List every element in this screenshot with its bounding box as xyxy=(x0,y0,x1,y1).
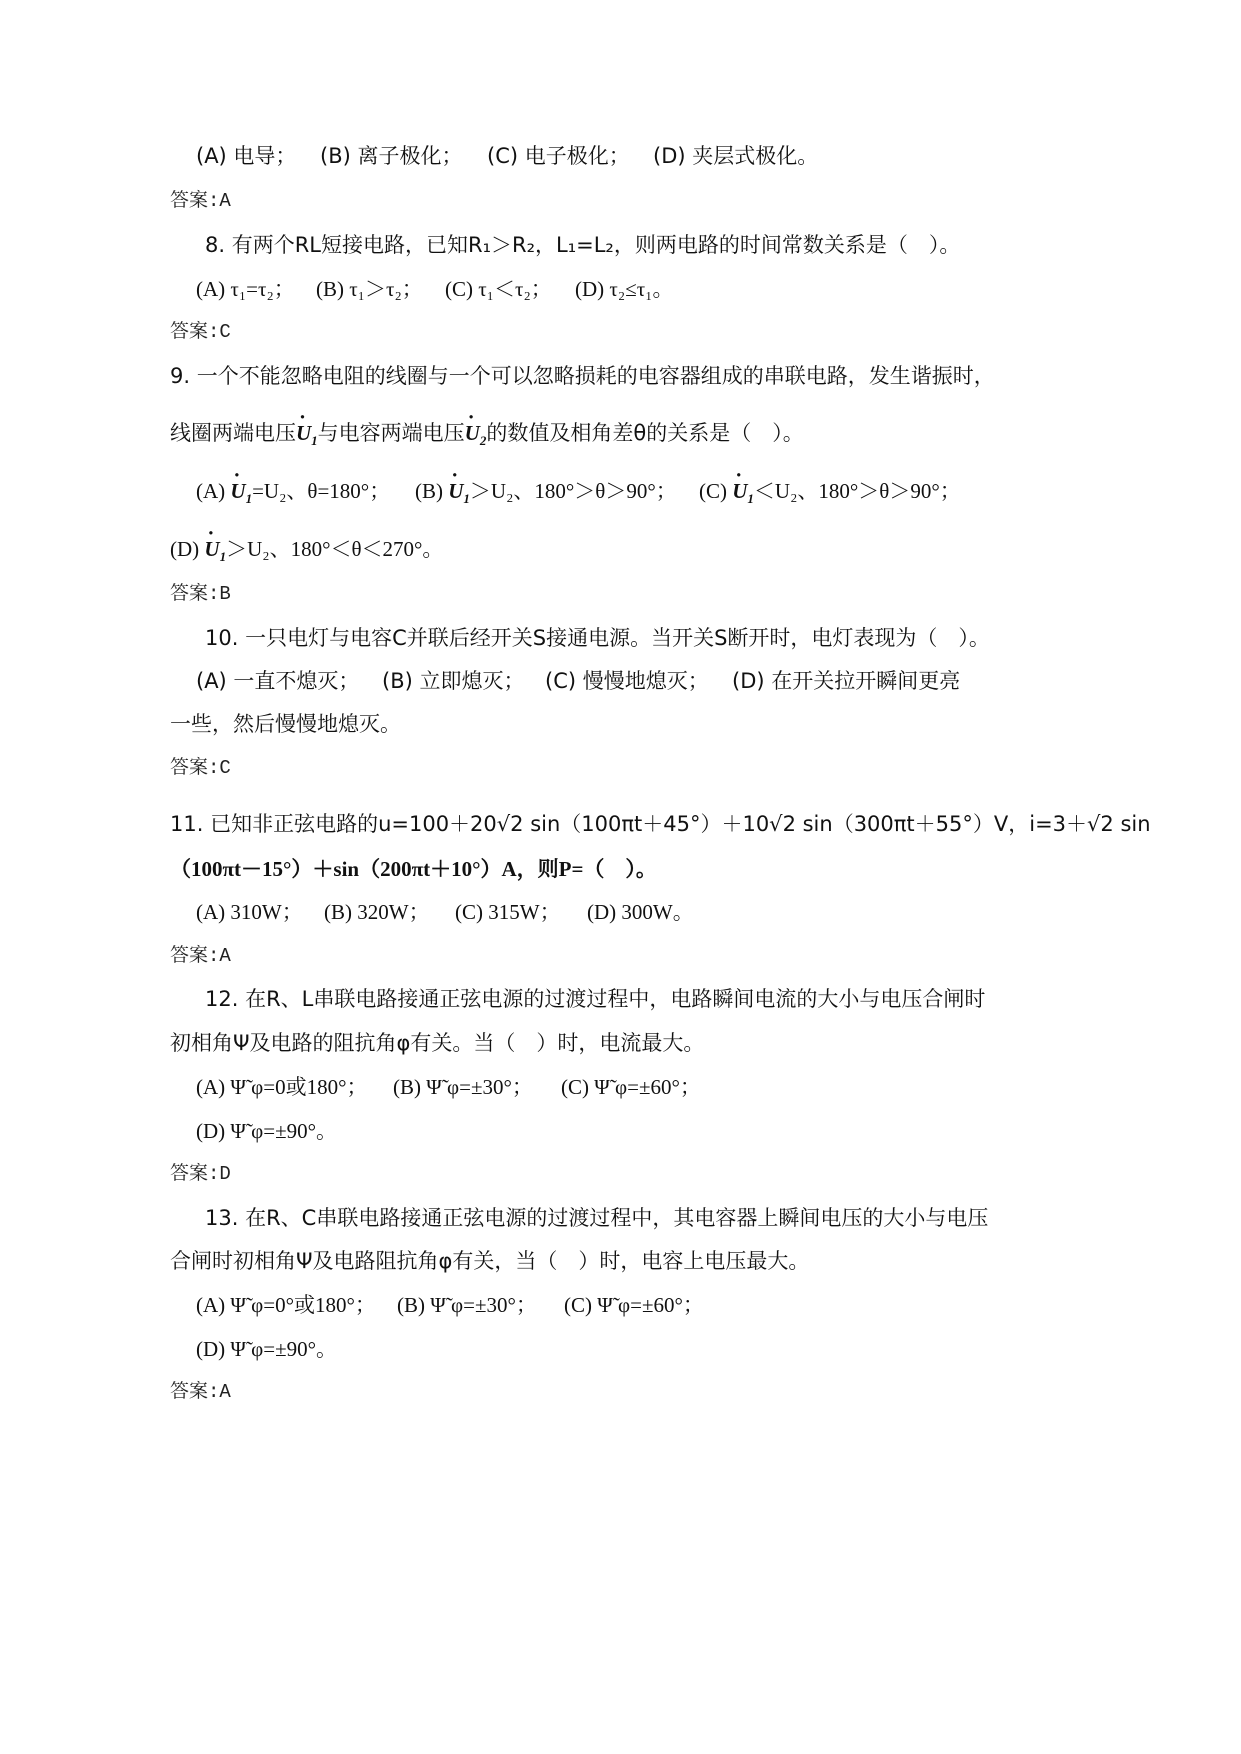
q12-answer: 答案:D xyxy=(170,1163,231,1185)
q9-option-d-text: ＞U₂、180°＜θ＜270°。 xyxy=(226,537,444,561)
q7-option-c: (C) 电子极化； xyxy=(487,144,630,168)
q11-stem-line2: （100πt－15°）＋sin（200πt＋10°）A，则P=（ ）。 xyxy=(170,857,657,881)
q12-stem-line2: 初相角Ψ及电路的阻抗角φ有关。当（ ）时，电流最大。 xyxy=(170,1031,705,1055)
q12-option-d: (D) Ψ̃ φ=±90°。 xyxy=(196,1119,338,1143)
q13-option-c: (C) Ψ̃ φ=±60°； xyxy=(564,1293,704,1317)
q9-stem-line1: 9. 一个不能忽略电阻的线圈与一个可以忽略损耗的电容器组成的串联电路，发生谐振时， xyxy=(170,364,995,388)
q12-option-a: (A) Ψ̃ φ=0或180°； xyxy=(196,1075,368,1099)
q10-option-c: (C) 慢慢地熄灭； xyxy=(545,669,709,693)
q9-option-c-text: ＜U₂、180°＞θ＞90°； xyxy=(753,479,961,503)
q7-option-a: (A) 电导； xyxy=(196,144,297,168)
q8-stem: 8. 有两个RL短接电路，已知R₁＞R₂，L₁=L₂，则两电路的时间常数关系是（ ）。 xyxy=(205,233,961,257)
q7-option-d: (D) 夹层式极化。 xyxy=(653,144,819,168)
q8-option-a: (A) τ₁=τ₂； xyxy=(196,277,295,301)
q11-option-b: (B) 320W； xyxy=(324,900,430,924)
u1-phasor: · $U_1$ xyxy=(230,476,252,514)
q9-stem-part-b: 与电容两端电压 xyxy=(317,421,465,445)
q9-option-b-label: (B) xyxy=(415,479,443,503)
q9-stem-part-a: 线圈两端电压 xyxy=(170,421,296,445)
q11-answer: 答案:A xyxy=(170,945,231,967)
q9-option-d xyxy=(170,534,443,572)
q9-option-b xyxy=(415,476,677,514)
q11-option-c: (C) 315W； xyxy=(455,900,561,924)
q11-option-d: (D) 300W。 xyxy=(587,900,694,924)
q10-stem: 10. 一只电灯与电容C并联后经开关S接通电源。当开关S断开时，电灯表现为（ ）。 xyxy=(205,626,990,650)
q13-answer: 答案:A xyxy=(170,1381,231,1403)
q11-stem-line1: 11. 已知非正弦电路的u=100＋20√2 sin（100πt＋45°）＋10√2 sin（300πt＋55°）V，i=3＋√2 sin xyxy=(170,812,1151,836)
q10-option-d: (D) 在开关拉开瞬间更亮 xyxy=(732,669,961,693)
u1-phasor: · $U_1$ xyxy=(732,476,754,514)
q8-option-d: (D) τ₂≤τ₁。 xyxy=(575,277,674,301)
u1-phasor: · $U_1$ xyxy=(204,534,226,572)
q9-option-a xyxy=(196,476,390,514)
q13-stem-line1: 13. 在R、C串联电路接通正弦电源的过渡过程中，其电容器上瞬间电压的大小与电压 xyxy=(205,1206,989,1230)
q8-option-c: (C) τ₁＜τ₂； xyxy=(445,277,552,301)
q13-option-b: (B) Ψ̃ φ=±30°； xyxy=(397,1293,537,1317)
u1-phasor: · $U_1$ xyxy=(448,476,470,514)
q10-answer: 答案:C xyxy=(170,757,231,779)
q9-option-c xyxy=(699,476,961,514)
q12-stem-line1: 12. 在R、L串联电路接通正弦电源的过渡过程中，电路瞬间电流的大小与电压合闸时 xyxy=(205,987,986,1011)
q9-option-b-text: ＞U₂、180°＞θ＞90°； xyxy=(469,479,677,503)
q13-stem-line2: 合闸时初相角Ψ及电路阻抗角φ有关，当（ ）时，电容上电压最大。 xyxy=(170,1249,810,1273)
q9-answer: 答案:B xyxy=(170,583,231,605)
q10-option-d-continued: 一些，然后慢慢地熄灭。 xyxy=(170,712,401,736)
q13-option-d: (D) Ψ̃ φ=±90°。 xyxy=(196,1337,338,1361)
q10-option-a: (A) 一直不熄灭； xyxy=(196,669,360,693)
q9-option-d-label: (D) xyxy=(170,537,200,561)
q9-stem-part-c: 的数值及相角差θ的关系是（ ）。 xyxy=(486,421,804,445)
q13-option-a: (A) Ψ̃ φ=0°或180°； xyxy=(196,1293,376,1317)
q9-stem-line2 xyxy=(170,418,804,456)
q9-option-a-label: (A) xyxy=(196,479,226,503)
q8-option-b: (B) τ₁＞τ₂； xyxy=(316,277,423,301)
q12-option-b: (B) Ψ̃ φ=±30°； xyxy=(393,1075,533,1099)
q10-option-b: (B) 立即熄灭； xyxy=(382,669,525,693)
q7-answer: 答案:A xyxy=(170,190,231,212)
q8-answer: 答案:C xyxy=(170,321,231,343)
u2-phasor: · $U_2$ xyxy=(465,418,487,456)
q9-option-c-label: (C) xyxy=(699,479,727,503)
u1-phasor: · $U_1$ xyxy=(296,418,318,456)
q11-option-a: (A) 310W； xyxy=(196,900,303,924)
q12-option-c: (C) Ψ̃ φ=±60°； xyxy=(561,1075,701,1099)
q7-option-b: (B) 离子极化； xyxy=(320,144,463,168)
q9-option-a-text: =U₂、θ=180°； xyxy=(252,479,391,503)
